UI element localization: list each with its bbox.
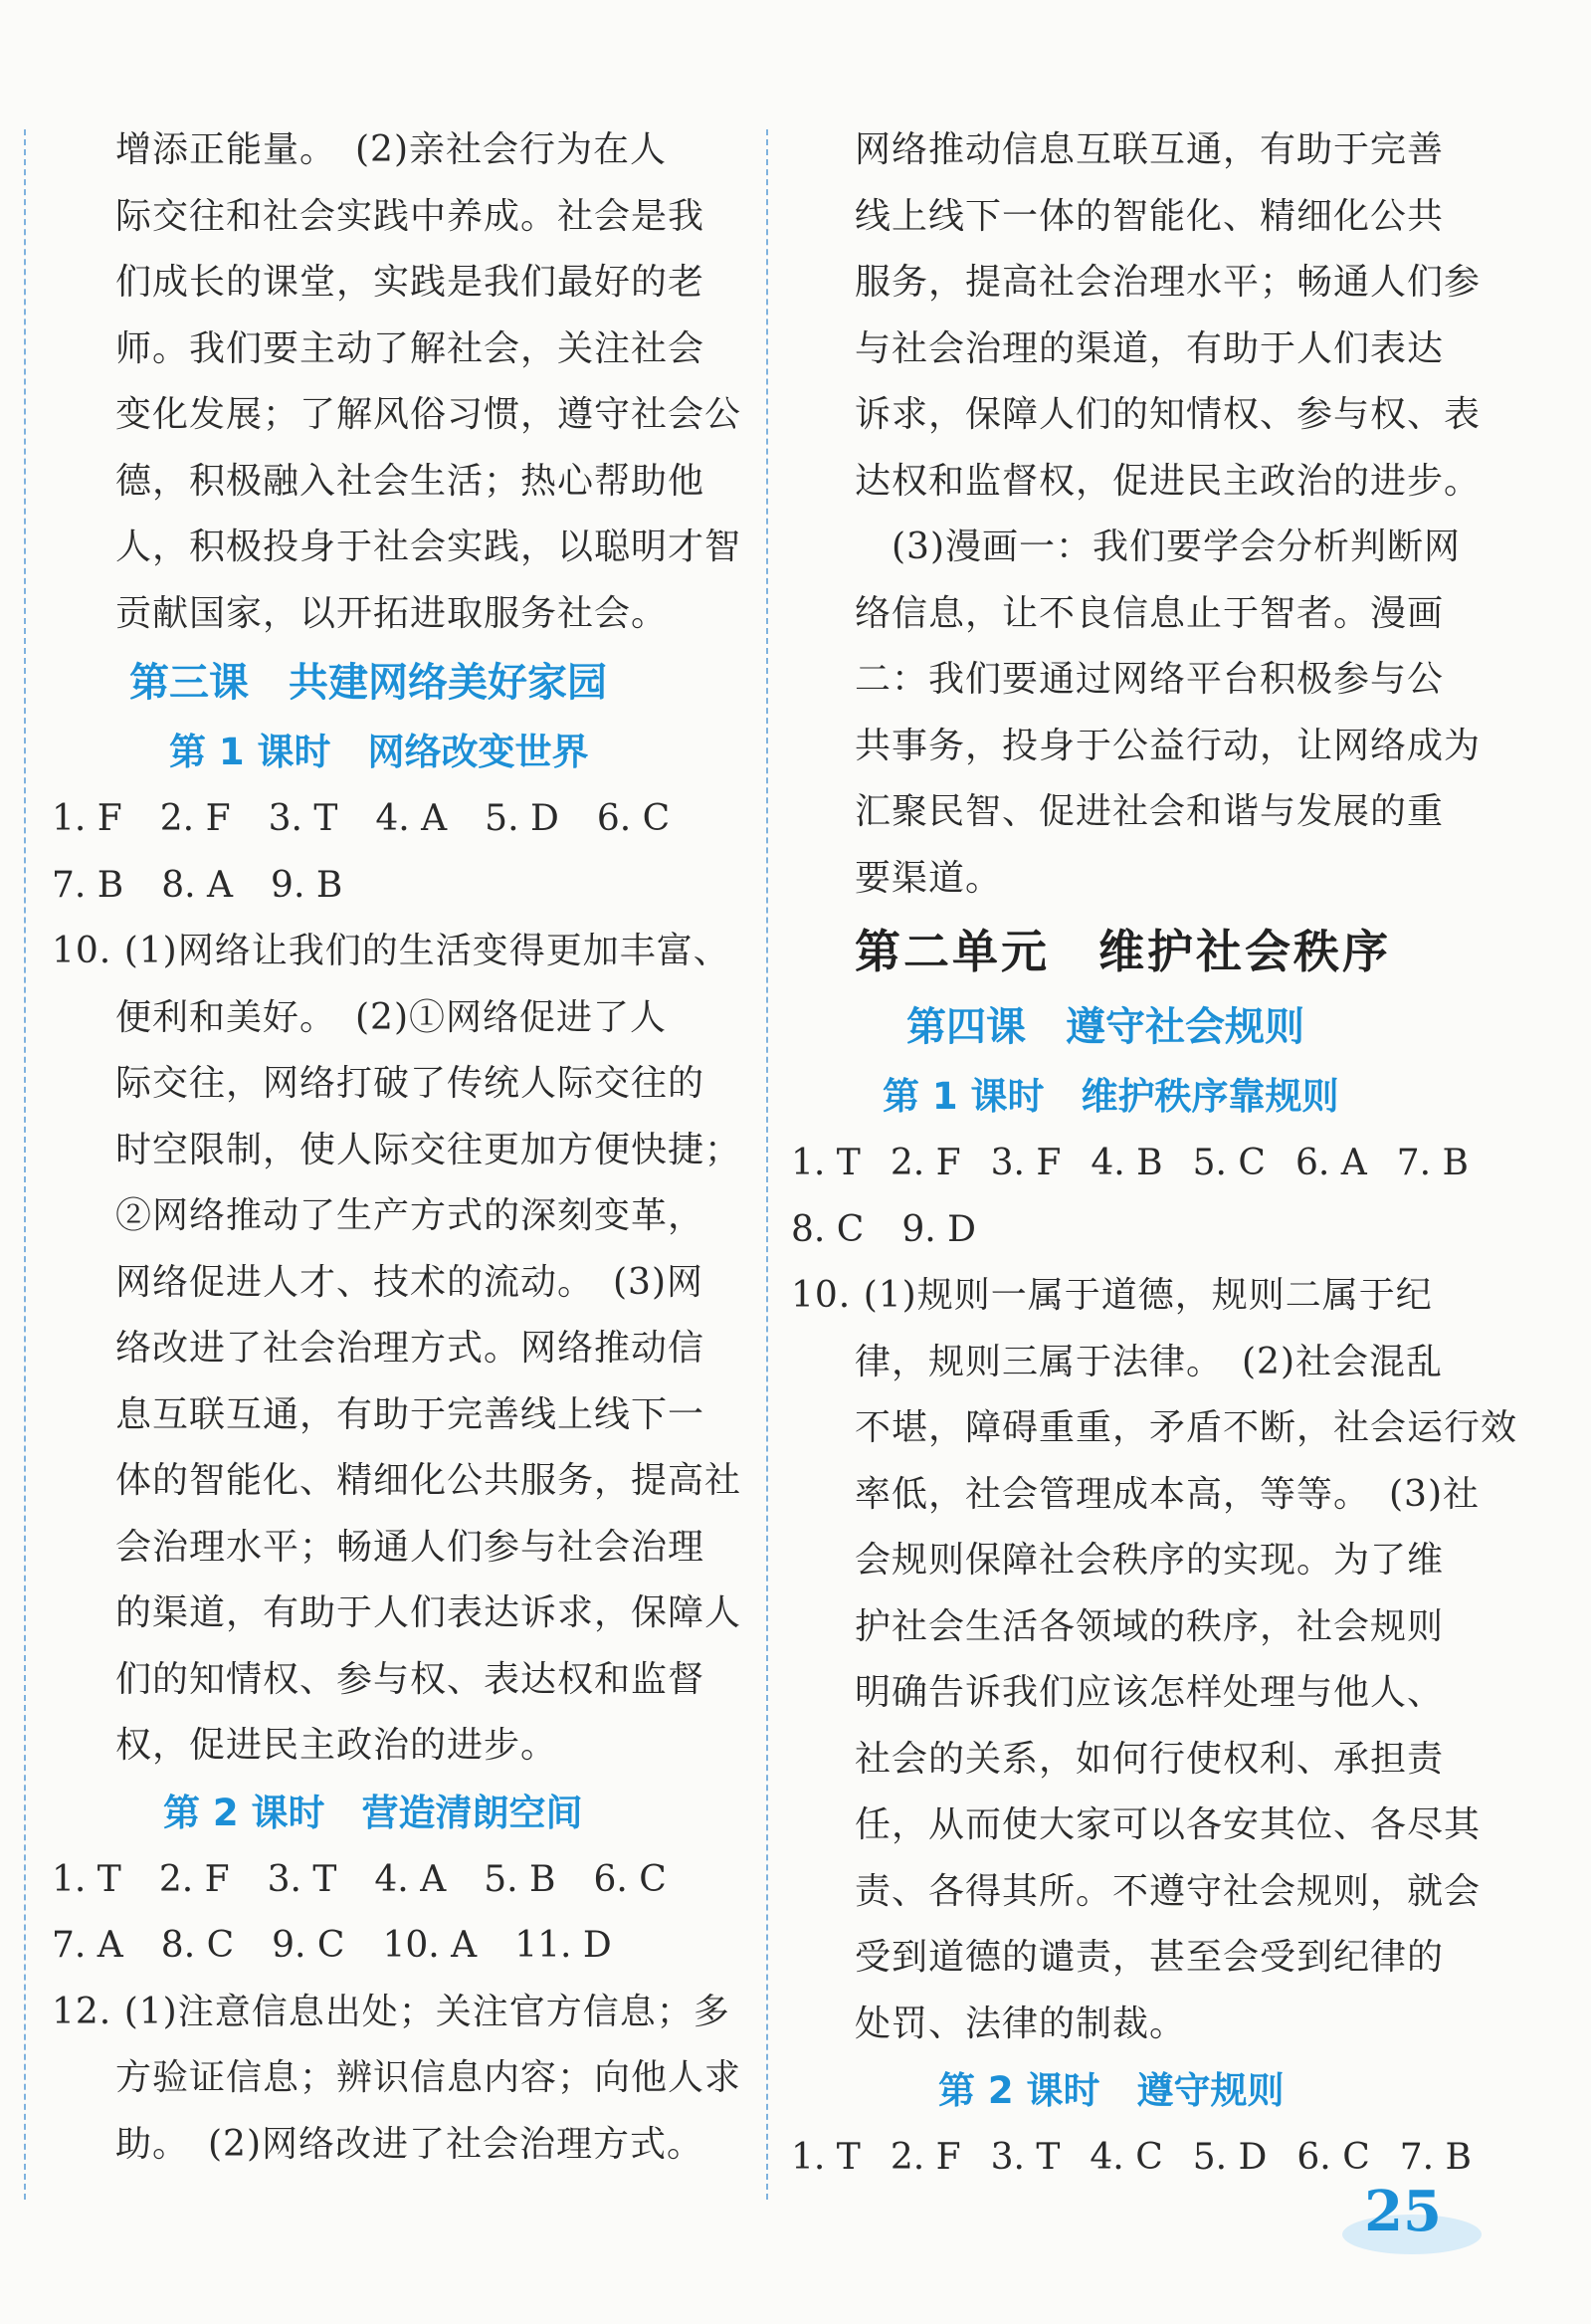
answer: 7. B: [52, 864, 124, 906]
question-10-line: 10. (1)网络让我们的生活变得更加丰富、: [52, 931, 730, 971]
text-line: 处罚、法律的制裁。: [855, 2003, 1187, 2044]
text-line: 诉求，保障人们的知情权、参与权、表: [855, 394, 1482, 435]
answer: 2. F: [159, 798, 231, 839]
answer: 8. C: [791, 1208, 865, 1250]
answer: 5. B: [484, 1858, 556, 1900]
answer: 6. C: [1296, 2137, 1370, 2178]
text-line: 汇聚民智、促进社会和谐与发展的重: [855, 791, 1445, 832]
answer: 9. C: [272, 1925, 345, 1966]
text-line: 会规则保障社会秩序的实现。为了维: [855, 1540, 1445, 1581]
answer: 5. D: [1192, 2137, 1268, 2178]
answer: 6. A: [1294, 1143, 1367, 1183]
answer: 11. D: [514, 1925, 612, 1966]
text-line: 贡献国家，以开拓进取服务社会。: [115, 592, 669, 634]
answer: 4. B: [1091, 1143, 1163, 1183]
text-line: 师。我们要主动了解社会，关注社会: [115, 327, 705, 369]
text-line: 际交往和社会实践中养成。社会是我: [115, 195, 705, 237]
answer: 9. D: [901, 1208, 976, 1250]
period-1-heading: 第 1 课时 维护秩序靠规则: [883, 1075, 1339, 1118]
answer: 1. T: [791, 2137, 861, 2178]
text-line: 任，从而使大家可以各安其位、各尽其: [855, 1804, 1482, 1845]
answer: 7. B: [1399, 2137, 1472, 2178]
text-line: 二：我们要通过网络平台积极参与公: [855, 659, 1445, 700]
answer: 2. F: [890, 1143, 961, 1183]
answer: 4. A: [374, 1858, 447, 1900]
lesson-3-heading: 第三课 共建网络美好家园: [129, 660, 607, 706]
period-2-heading: 第 2 课时 营造清朗空间: [163, 1791, 583, 1834]
question-10-line: 10. (1)规则一属于道德，规则二属于纪: [791, 1275, 1433, 1316]
question-12-line: 12. (1)注意信息出处；关注官方信息；多: [52, 1991, 730, 2032]
answer: 2. F: [890, 2137, 961, 2178]
answer: 10. A: [382, 1925, 478, 1966]
answer-row: [791, 1197, 1478, 1264]
period-1-heading: 第 1 课时 网络改变世界: [169, 731, 589, 773]
text-line: 增添正能量。 (2)亲社会行为在人: [115, 129, 667, 170]
answer: 3. F: [990, 1143, 1062, 1183]
text-line: 们成长的课堂，实践是我们最好的老: [115, 262, 705, 303]
answer: 1. T: [52, 1858, 121, 1900]
text-line: 权，促进民主政治的进步。: [115, 1725, 558, 1766]
answer: 6. C: [596, 798, 671, 839]
text-line: 络改进了社会治理方式。网络推动信: [115, 1328, 705, 1369]
answer: 1. F: [52, 798, 122, 839]
text-line: 变化发展；了解风俗习惯，遵守社会公: [115, 394, 742, 435]
text-line: 不堪，障碍重重，矛盾不断，社会运行效: [855, 1407, 1518, 1448]
answer: 1. T: [791, 1143, 861, 1183]
answer-row: [791, 1131, 1478, 1197]
column-divider-middle: [766, 129, 768, 2200]
text-line: 体的智能化、精细化公共服务，提高社: [115, 1460, 742, 1501]
text-line: 际交往，网络打破了传统人际交往的: [115, 1063, 705, 1104]
text-line: 德，积极融入社会生活；热心帮助他: [115, 460, 705, 502]
answer: 9. B: [271, 864, 343, 906]
answer: 8. A: [161, 864, 234, 906]
answer: 6. C: [593, 1858, 667, 1900]
right-column: [791, 117, 1518, 2192]
text-line: 线上线下一体的智能化、精细化公共: [855, 195, 1445, 237]
answer: 3. T: [990, 2137, 1061, 2178]
answer: 8. C: [160, 1925, 235, 1966]
answer: 4. C: [1090, 2137, 1163, 2178]
text-line: 社会的关系，如何行使权利、承担责: [855, 1738, 1445, 1780]
answer: 3. T: [267, 1858, 337, 1900]
text-line: 方验证信息；辨识信息内容；向他人求: [115, 2057, 742, 2098]
text-line: 网络推动信息互联互通，有助于完善: [855, 129, 1445, 170]
answer: 2. F: [158, 1858, 230, 1900]
answer-row: [52, 786, 738, 853]
answer-row: [52, 1913, 738, 1980]
period-2-heading: 第 2 课时 遵守规则: [938, 2069, 1285, 2112]
text-line: (3)漫画一：我们要学会分析判断网: [855, 527, 1461, 567]
answer: 7. A: [52, 1925, 123, 1966]
text-line: 共事务，投身于公益行动，让网络成为: [855, 725, 1482, 766]
text-line: 护社会生活各领域的秩序，社会规则: [855, 1605, 1445, 1647]
text-line: 明确告诉我们应该怎样处理与他人、: [855, 1672, 1445, 1713]
answer: 7. B: [1396, 1143, 1470, 1183]
text-line: 网络促进人才、技术的流动。 (3)网: [115, 1261, 703, 1303]
text-line: 受到道德的谴责，甚至会受到纪律的: [855, 1937, 1445, 1978]
text-line: 时空限制，使人际交往更加方便快捷；: [115, 1129, 742, 1170]
text-line: 的渠道，有助于人们表达诉求，保障人: [115, 1592, 742, 1633]
text-line: 率低，社会管理成本高，等等。 (3)社: [855, 1473, 1480, 1515]
text-line: 们的知情权、参与权、表达权和监督: [115, 1658, 705, 1700]
answer: 4. A: [375, 798, 448, 839]
text-line: 律，规则三属于法律。 (2)社会混乱: [855, 1341, 1443, 1382]
text-line: 服务，提高社会治理水平；畅通人们参: [855, 262, 1482, 303]
text-line: 与社会治理的渠道，有助于人们表达: [855, 327, 1445, 369]
text-line: 达权和监督权，促进民主政治的进步。: [855, 460, 1482, 502]
answer-row: [52, 1847, 738, 1914]
answer: 5. D: [485, 798, 559, 839]
text-line: 责、各得其所。不遵守社会规则，就会: [855, 1870, 1482, 1912]
left-column: [52, 117, 742, 2178]
text-line: 要渠道。: [855, 857, 1003, 899]
text-line: 助。 (2)网络改进了社会治理方式。: [115, 2123, 703, 2165]
unit-2-heading: 第二单元 维护社会秩序: [855, 925, 1391, 978]
answer: 5. C: [1192, 1143, 1266, 1183]
text-line: 会治理水平；畅通人们参与社会治理: [115, 1526, 705, 1568]
column-divider-left: [24, 129, 26, 2200]
text-line: 便利和美好。 (2)①网络促进了人: [115, 996, 667, 1038]
text-line: ②网络推动了生产方式的深刻变革，: [115, 1195, 705, 1236]
text-line: 络信息，让不良信息止于智者。漫画: [855, 592, 1445, 634]
lesson-4-heading: 第四课 遵守社会规则: [906, 1004, 1304, 1050]
text-line: 人，积极投身于社会实践，以聪明才智: [115, 527, 742, 567]
page-number: 25: [1364, 2179, 1442, 2244]
text-line: 息互联互通，有助于完善线上线下一: [115, 1393, 705, 1435]
answer: 3. T: [268, 798, 338, 839]
answer-row: [52, 853, 738, 920]
